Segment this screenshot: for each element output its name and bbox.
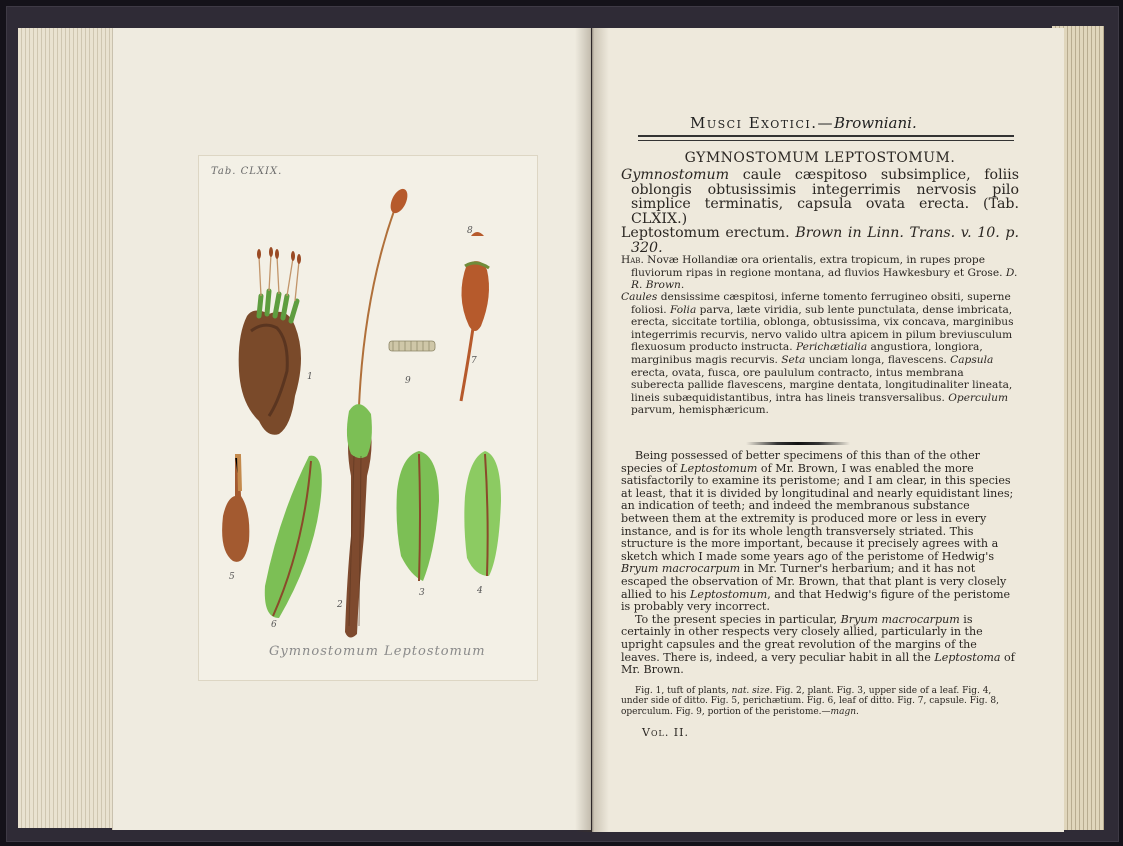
fig-label-5: 5 <box>229 572 235 582</box>
fig-2-plant <box>345 186 411 637</box>
figure-legend: Fig. 1, tuft of plants, nat. size. Fig. 2, plant. Fig. 3, upper side of a leaf. Fig. 4, under side of ditto. Fig. 5, perichætium. Fig. 6, leaf of ditto. Fig. 7, capsule. Fig. 8, operculum. Fig. 9, portion of the peristome.—magn. <box>621 686 999 717</box>
moss-illustration <box>199 156 537 680</box>
volume-signature: Vol. II. <box>642 726 689 739</box>
head-rule-thick <box>638 135 1014 137</box>
left-page-stack <box>18 28 118 828</box>
botanical-plate <box>198 155 538 681</box>
habitat-paragraph: Hab. Novæ Hollandiæ ora orientalis, extra tropicum, in rupes prope fluviorum ripas in regione montana, ad fluvios Hawkesbury et Grose. D. R. Brown. <box>621 254 1018 292</box>
fig-3-leaf <box>397 451 440 581</box>
diagnosis: Gymnostomum caule cæspitoso subsimplice, foliis oblongis obtusissimis integerrimis nervosis pilo simplice terminatis, capsula ovata erecta. (Tab. CLXIX.) Leptostomum erectum. Brown in Linn. Trans. v. 10. p. 320. <box>621 167 1019 256</box>
description-paragraph: Caules densissime cæspitosi, inferne tomento ferrugineo obsiti, superne foliosi. Folia parva, læte viridia, sub lente punctulata, dense imbricata, erecta, siccitate tortilia, oblonga, obtusissima, vix concava, marginibus integerrimis recurvis, nervo valido ultra apicem in pilum breviusculum flexuosum producto instructa. Perichætialia angustiora, longiora, marginibus magis recurvis. Seta unciam longa, flavescens. Capsula erecta, ovata, fusca, ore paululum contracto, intus membrana suberecta pallide flavescens, margine dentata, longitudinaliter lineata, lineis subæquidistantibus, intra has lineis transversalibus. Operculum parvum, hemisphæricum. <box>621 291 1014 417</box>
fig-9-peristome <box>389 341 435 351</box>
fig-7-capsule <box>461 261 489 401</box>
fig-label-6: 6 <box>271 620 277 630</box>
fig-label-4: 4 <box>477 586 483 596</box>
fig-label-1: 1 <box>307 372 313 382</box>
fig-label-8: 8 <box>467 226 473 236</box>
fig-1-tuft <box>239 247 301 435</box>
species-title: GYMNOSTOMUM LEPTOSTOMUM. <box>684 150 956 166</box>
section-divider <box>746 442 850 445</box>
running-head: Musci Exotici.—Browniani. <box>690 114 917 132</box>
head-rule-thin <box>638 140 1014 141</box>
fig-label-7: 7 <box>471 356 477 366</box>
fig-4-leaf <box>464 451 501 576</box>
fig-label-3: 3 <box>419 588 425 598</box>
fig-label-9: 9 <box>405 376 411 386</box>
fig-label-2: 2 <box>337 600 343 610</box>
plate-tab-label: Tab. CLXIX. <box>211 166 283 177</box>
fig-5-perichaetium <box>222 456 249 562</box>
fig-6-leaf <box>265 456 322 618</box>
plate-caption: Gymnostomum Leptostomum <box>269 644 486 659</box>
commentary: Being possessed of better specimens of this than of the other species of Leptostomum of Mr. Brown, I was enabled the more satisfactorily to examine its peristome; and I am clear, in this species at least, that it is divided by longitudinal and nearly equidistant lines; an indication of teeth; and indeed the membranous substance between them at the extremity is produced more or less in every instance, and is for its whole length transversely striated. This structure is the more important, because it precisely agrees with a sketch which I made some years ago of the peristome of Hedwig's Bryum macrocarpum in Mr. Turner's herbarium; and it has not escaped the observation of Mr. Brown, that that plant is very closely allied to his Leptostomum, and that Hedwig's figure of the peristome is probably very incorrect. To the present species in particular, Bryum macrocarpum is certainly in other respects very closely allied, particularly in the upright capsules and the great revolution of the margins of the leaves. There is, indeed, a very peculiar habit in all the Leptostoma of Mr. Brown. <box>621 449 1015 677</box>
